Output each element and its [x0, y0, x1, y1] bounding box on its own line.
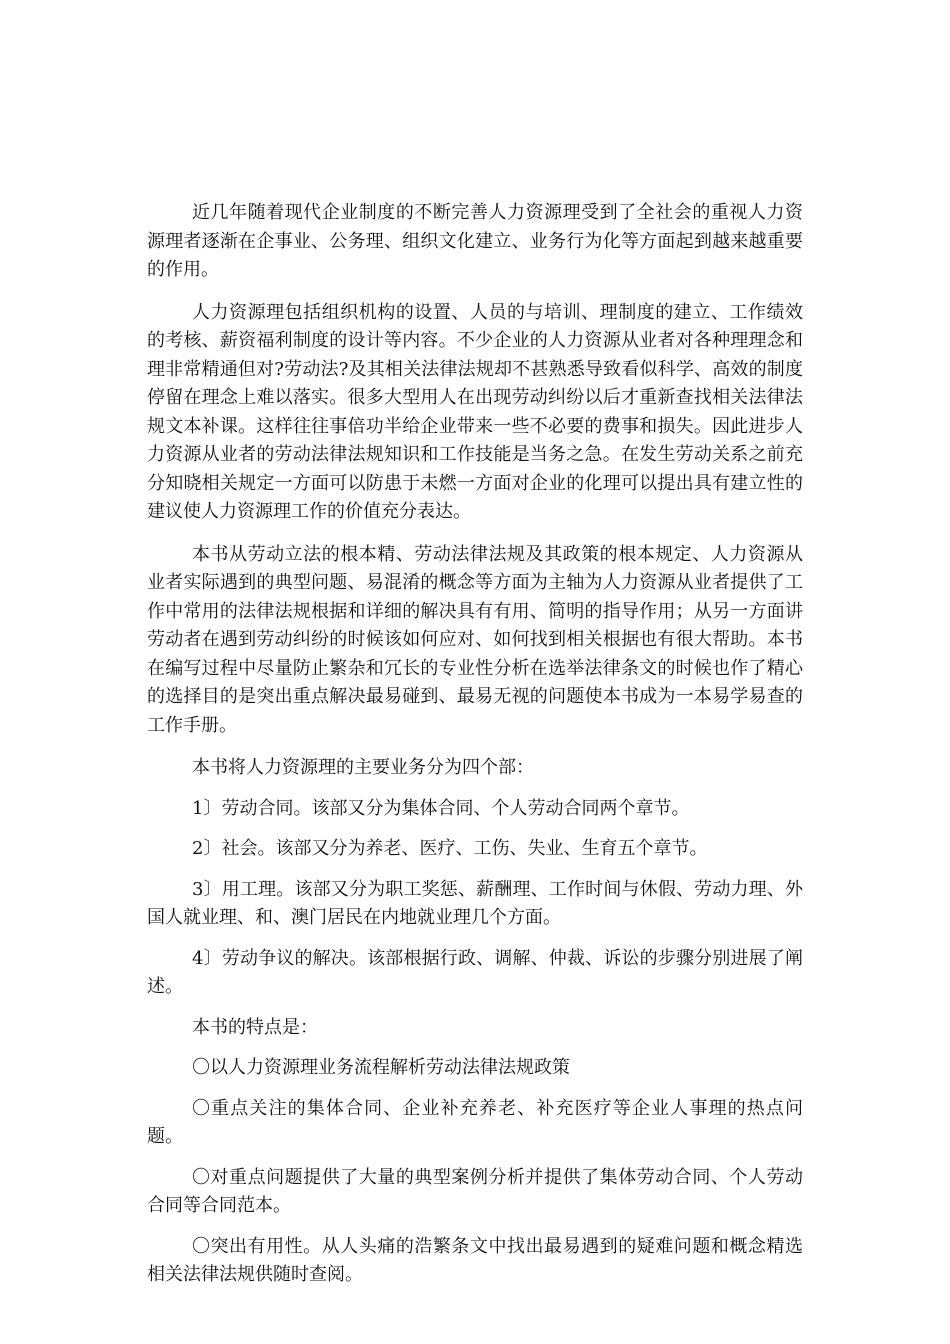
list-item-part-1: 1〕劳动合同。该部又分为集体合同、个人劳动合同两个章节。 [192, 797, 690, 819]
paragraph-intro: 近几年随着现代企业制度的不断完善人力资源理受到了全社会的重视人力资源理者逐渐在企事业、公务理、组织文化建立、业务行为化等方面起到越来越重要的作用。 [147, 202, 803, 280]
list-item-part-2: 2〕社会。该部又分为养老、医疗、工伤、失业、生育五个章节。 [192, 838, 708, 859]
feature-item-4: 〇突出有用性。从人头痛的浩繁条文中找出最易遇到的疑难问题和概念精选相关法律法规供随时查阅。 [147, 1235, 803, 1285]
feature-item-3: 〇对重点问题提供了大量的典型案例分析并提供了集体劳动合同、个人劳动合同等合同范本。 [147, 1166, 803, 1216]
feature-item-2: 〇重点关注的集体合同、企业补充养老、补充医疗等企业人事理的热点问题。 [147, 1097, 803, 1147]
paragraph-parts-intro: 本书将人力资源理的主要业务分为四个部： [192, 757, 534, 778]
list-item-part-4: 4〕劳动争议的解决。该部根据行政、调解、仲裁、诉讼的步骤分别进展了阐述。 [147, 947, 803, 997]
paragraph-hr-scope: 人力资源理包括组织机构的设置、人员的与培训、理制度的建立、工作绩效的考核、薪资福利制度的设计等内容。不少企业的人力资源从业者对各种理理念和理非常精通但对?劳动法?及其相关法律法规却不甚熟悉导致看似科学、高效的制度停留在理念上难以落实。很多大型用人在出现劳动纠纷以后才重新查找相关法律法规文本补课。这样往往事倍功半给企业带来一些不必要的费事和损失。因此进步人力资源从业者的劳动法律法规知识和工作技能是当务之急。在发生劳动关系之前充分知晓相关规定一方面可以防患于未燃一方面对企业的化理可以提出具有建立性的建议使人力资源理工作的价值充分表达。 [147, 301, 803, 522]
paragraph-book-purpose: 本书从劳动立法的根本精、劳动法律法规及其政策的根本规定、人力资源从业者实际遇到的典型问题、易混淆的概念等方面为主轴为人力资源从业者提供了工作中常用的法律法规根据和详细的解决具有有用、简明的指导作用；从另一方面讲劳动者在遇到劳动纠纷的时候该如何应对、如何找到相关根据也有很大帮助。本书在编写过程中尽量防止繁杂和冗长的专业性分析在选举法律条文的时候也作了精心的选择目的是突出重点解决最易碰到、最易无视的问题使本书成为一本易学易查的工作手册。 [147, 543, 803, 736]
list-item-part-3: 3〕用工理。该部又分为职工奖惩、薪酬理、工作时间与休假、劳动力理、外国人就业理、和、澳门居民在内地就业理几个方面。 [147, 878, 803, 928]
document-body [147, 199, 803, 1302]
feature-item-1: 〇以人力资源理业务流程解析劳动法律法规政策 [192, 1057, 570, 1078]
paragraph-features-intro: 本书的特点是： [192, 1016, 318, 1038]
